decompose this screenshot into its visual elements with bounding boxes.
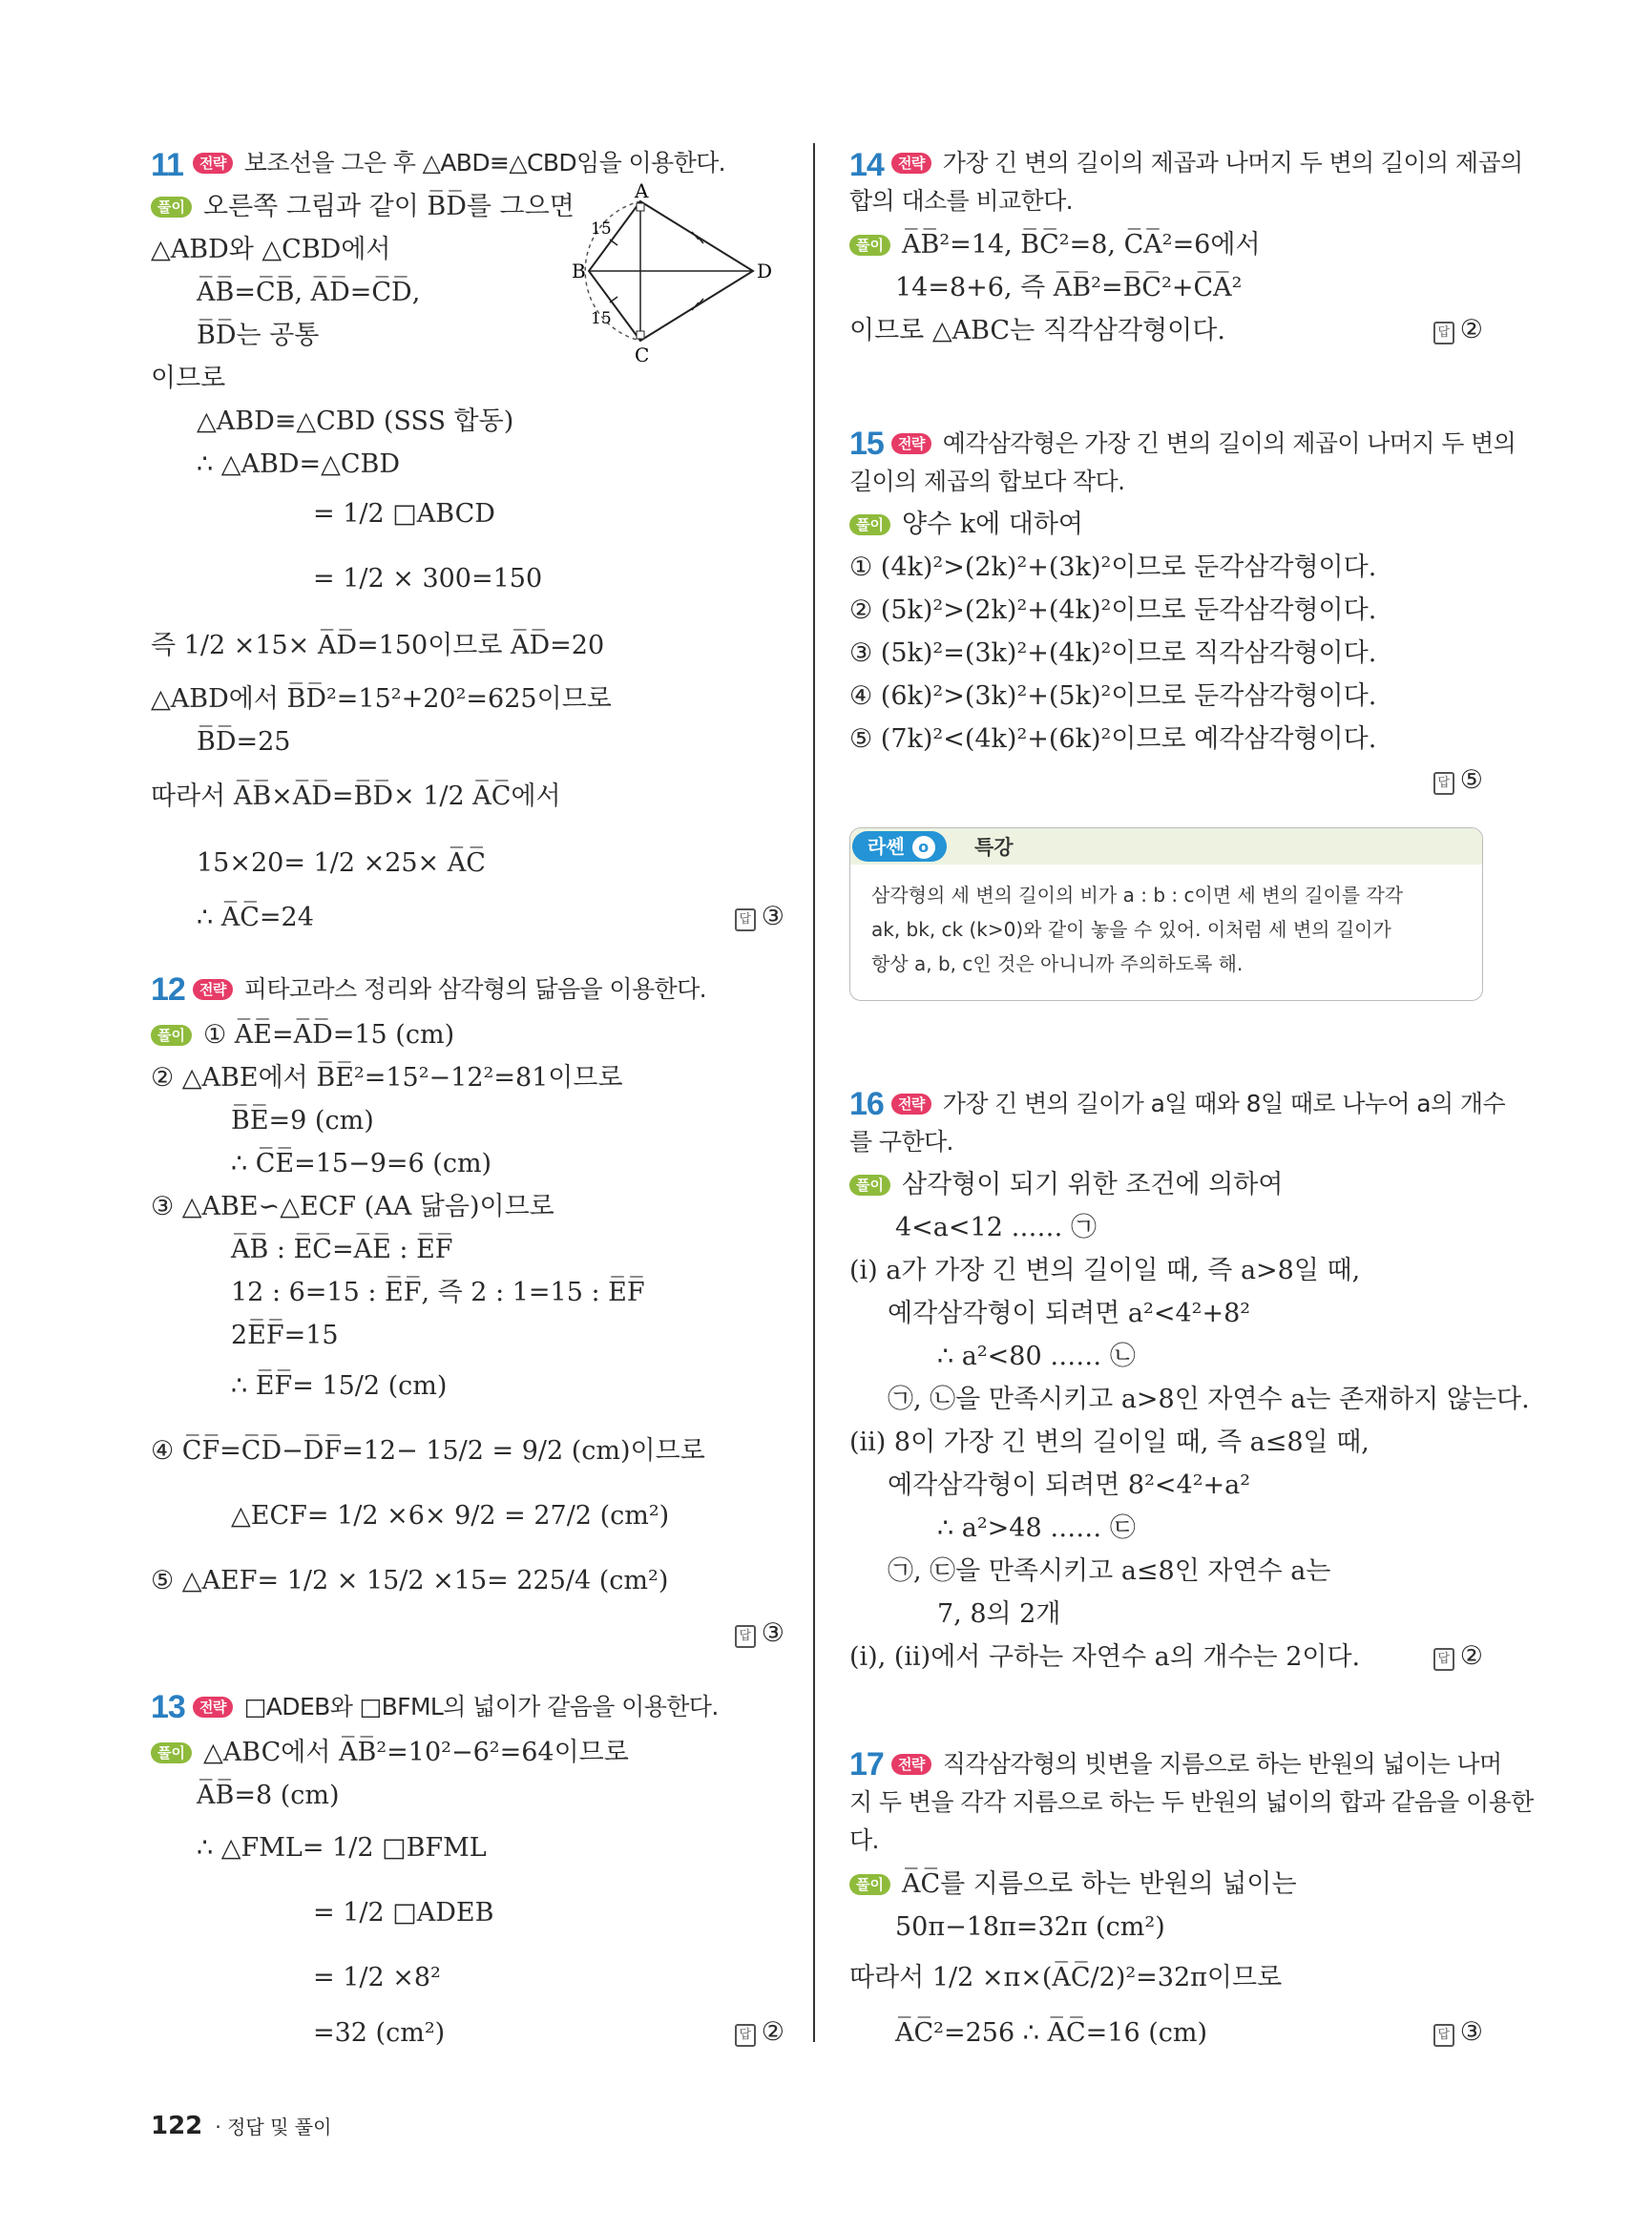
q17-strategy-cont: 다. (849, 1826, 879, 1854)
q16-line: (ⅰ), (ⅱ)에서 구하는 자연수 a의 개수는 2이다. (849, 1642, 1361, 1672)
q11-line: B̅D̅는 공통 (197, 321, 320, 350)
solution-pill: 풀이 (849, 1874, 890, 1895)
q11-length-ab: 15 (591, 219, 612, 239)
q14-line: 풀이 A̅B̅²=14, B̅C̅²=8, C̅A̅²=6에서 (849, 229, 1261, 261)
q16-line: 4<a<12 …… ㉠ (895, 1213, 1098, 1242)
q13-line: ∴ △FML= 1/2 □BFML (197, 1833, 487, 1863)
q16-line: 풀이 삼각형이 되기 위한 조건에 의하여 (849, 1169, 1283, 1201)
q15-strategy-cont: 길이의 제곱의 합보다 작다. (849, 468, 1125, 495)
q13-number: 13 (151, 1689, 185, 1725)
answer-icon: 답 (735, 908, 756, 931)
q15-line: ⑤ (7k)²<(4k)²+(6k)²이므로 예각삼각형이다. (849, 724, 1377, 754)
q16-line: 예각삼각형이 되려면 a²<4²+8² (888, 1299, 1251, 1328)
q11-strategy-text: 보조선을 그은 후 △ABD≡△CBD임을 이용한다. (243, 149, 726, 177)
q13-line: =32 (cm²) (313, 2018, 446, 2048)
strategy-pill: 전략 (193, 153, 233, 174)
q11-line: A̅B̅=C̅B̅, A̅D̅=C̅D̅, (197, 278, 421, 307)
q12-line: 풀이 ① A̅E̅=A̅D̅=15 (cm) (151, 1019, 454, 1052)
footer-section: · 정답 및 풀이 (215, 2116, 332, 2138)
q16-line: ㉠, ㉡을 만족시키고 a>8인 자연수 a는 존재하지 않는다. (888, 1385, 1530, 1414)
q12-line: 12 : 6=15 : E̅F̅, 즉 2 : 1=15 : E̅F̅ (231, 1278, 645, 1307)
q16-line: ∴ a²>48 …… ㉢ (937, 1513, 1136, 1543)
q16-line: (ⅰ) a가 가장 긴 변의 길이일 때, 즉 a>8일 때, (849, 1256, 1361, 1285)
q12-line: ② △ABE에서 B̅E̅²=15²−12²=81이므로 (151, 1063, 623, 1093)
answer-icon: 답 (1433, 2024, 1454, 2047)
q17-line: 풀이 A̅C̅를 지름으로 하는 반원의 넓이는 (849, 1868, 1297, 1901)
q11-line: = 1/2 × 300=150 (313, 564, 543, 594)
strategy-pill: 전략 (891, 153, 931, 174)
q14-strategy: 전략 가장 긴 변의 길이의 제곱과 나머지 두 변의 길이의 제곱의 (891, 147, 1523, 179)
q11-line: 15×20= 1/2 ×25× A̅C̅ (197, 848, 486, 878)
q16-answer: 답 ② (1433, 1641, 1483, 1671)
strategy-pill: 전략 (891, 1094, 931, 1115)
solution-pill: 풀이 (849, 514, 890, 535)
q16-line: 7, 8의 2개 (937, 1599, 1061, 1629)
q15-line: ② (5k)²>(2k)²+(4k)²이므로 둔각삼각형이다. (849, 595, 1377, 625)
q12-line: B̅E̅=9 (cm) (231, 1106, 374, 1136)
solution-pill: 풀이 (849, 1175, 890, 1196)
q11-line: = 1/2 □ABCD (313, 499, 495, 529)
q11-line: △ABD와 △CBD에서 (151, 235, 391, 264)
column-divider (813, 143, 815, 2042)
tip-line: ak, bk, ck (k>0)와 같이 놓을 수 있어. 이처럼 세 변의 길이가 (871, 918, 1391, 941)
q11-line: 즉 1/2 ×15× A̅D̅=150이므로 A̅D̅=20 (151, 631, 605, 660)
tip-title: 특강 (974, 836, 1014, 859)
q14-line: 이므로 △ABC는 직각삼각형이다. (849, 316, 1225, 345)
strategy-pill: 전략 (193, 979, 233, 1000)
q13-line: 풀이 △ABC에서 A̅B̅²=10²−6²=64이므로 (151, 1737, 629, 1769)
tip-box (849, 827, 1483, 1001)
q11-number: 11 (151, 147, 183, 183)
q15-line: 풀이 양수 k에 대하여 (849, 509, 1083, 541)
q16-line: ∴ a²<80 …… ㉡ (937, 1342, 1136, 1371)
q12-number: 12 (151, 971, 185, 1008)
solution-pill: 풀이 (849, 235, 890, 256)
q13-line: = 1/2 □ADEB (313, 1898, 494, 1928)
q12-line: ∴ C̅E̅=15−9=6 (cm) (231, 1149, 492, 1178)
q11-line: ∴ A̅C̅=24 (197, 903, 314, 932)
q11-line: 이므로 (151, 364, 226, 393)
q13-strategy: 전략 □ADEB와 □BFML의 넓이가 같음을 이용한다. (193, 1691, 719, 1723)
q13-line: A̅B̅=8 (cm) (197, 1781, 340, 1810)
q12-line: ⑤ △AEF= 1/2 × 15/2 ×15= 225/4 (cm²) (151, 1566, 669, 1595)
q12-strategy: 전략 피타고라스 정리와 삼각형의 닮음을 이용한다. (193, 973, 706, 1006)
q16-line: 예각삼각형이 되려면 8²<4²+a² (888, 1470, 1251, 1500)
q17-line: A̅C̅²=256 ∴ A̅C̅=16 (cm) (895, 2018, 1207, 2048)
q11-line: B̅D̅=25 (197, 727, 291, 757)
q11-vertex-a-marker (637, 203, 644, 211)
solution-pill: 풀이 (151, 1025, 192, 1046)
q15-strategy: 전략 예각삼각형은 가장 긴 변의 길이의 제곱이 나머지 두 변의 (891, 427, 1516, 460)
q12-line: △ECF= 1/2 ×6× 9/2 = 27/2 (cm²) (231, 1501, 670, 1531)
answer-icon: 답 (1433, 772, 1454, 795)
q15-line: ③ (5k)²=(3k)²+(4k)²이므로 직각삼각형이다. (849, 638, 1377, 668)
tip-line: 삼각형의 세 변의 길이의 비가 a : b : c이면 세 변의 길이를 각각 (871, 884, 1404, 907)
strategy-pill: 전략 (193, 1697, 233, 1718)
q11-line: 따라서 A̅B̅×A̅D̅=B̅D̅× 1/2 A̅C̅에서 (151, 782, 561, 811)
tip-dot-icon: o (912, 836, 935, 859)
q15-line: ④ (6k)²>(3k)²+(5k)²이므로 둔각삼각형이다. (849, 681, 1377, 711)
tip-brand: 라쎈 o (852, 831, 947, 862)
q12-line: ③ △ABE∽△ECF (AA 닮음)이므로 (151, 1192, 554, 1221)
answer-icon: 답 (1433, 322, 1454, 344)
q13-answer: 답 ② (735, 2017, 784, 2047)
q17-answer: 답 ③ (1433, 2017, 1483, 2047)
q15-line: ① (4k)²>(2k)²+(3k)²이므로 둔각삼각형이다. (849, 553, 1377, 582)
q17-number: 17 (849, 1746, 884, 1783)
strategy-pill: 전략 (891, 1754, 931, 1775)
q16-strategy: 전략 가장 긴 변의 길이가 a일 때와 8일 때로 나누어 a의 개수 (891, 1088, 1505, 1120)
q17-strategy: 전략 직각삼각형의 빗변을 지름으로 하는 반원의 넓이는 나머 (891, 1748, 1502, 1781)
q13-line: = 1/2 ×8² (313, 1963, 441, 1992)
q11-line: ∴ △ABD=△CBD (197, 449, 401, 479)
q17-line: 50π−18π=32π (cm²) (895, 1912, 1165, 1942)
q11-line: △ABD≡△CBD (SSS 합동) (197, 407, 514, 436)
q16-line: ㉠, ㉢을 만족시키고 a≤8인 자연수 a는 (888, 1556, 1331, 1586)
q11-strategy (193, 147, 725, 179)
q14-strategy-cont: 합의 대소를 비교한다. (849, 187, 1073, 215)
q11-line: △ABD에서 B̅D̅²=15²+20²=625이므로 (151, 684, 612, 714)
tip-header (850, 828, 1482, 865)
page-footer (151, 2112, 331, 2140)
q11-label-a: A (635, 179, 649, 202)
solution-pill: 풀이 (151, 197, 192, 218)
q11-label-b: B (572, 260, 586, 282)
page-number: 122 (151, 2112, 203, 2140)
q15-number: 15 (849, 426, 884, 462)
q16-strategy-cont: 를 구한다. (849, 1128, 953, 1156)
q11-kite-figure (572, 179, 773, 386)
q12-answer: 답 ③ (735, 1618, 784, 1648)
q12-line: ④ C̅F̅=C̅D̅−D̅F̅=12− 15/2 = 9/2 (cm)이므로 (151, 1436, 705, 1466)
q17-line: 따라서 1/2 ×π×(A̅C̅/2)²=32π이므로 (849, 1963, 1283, 1992)
q16-line: (ⅱ) 8이 가장 긴 변의 길이일 때, 즉 a≤8일 때, (849, 1428, 1370, 1457)
q11-label-c: C (635, 344, 650, 366)
q17-strategy-cont: 지 두 변을 각각 지름으로 하는 두 반원의 넓이의 합과 같음을 이용한 (849, 1788, 1534, 1816)
answer-icon: 답 (735, 1625, 756, 1648)
q11-length-bc: 15 (591, 309, 612, 328)
q14-number: 14 (849, 147, 884, 183)
strategy-pill: 전략 (891, 433, 931, 454)
answer-icon: 답 (1433, 1648, 1454, 1671)
q16-number: 16 (849, 1086, 884, 1122)
q11-vertex-c-marker (637, 331, 644, 339)
tip-line: 항상 a, b, c인 것은 아니니까 주의하도록 해. (871, 952, 1244, 975)
q11-line: 풀이 오른쪽 그림과 같이 B̅D̅를 그으면 (151, 191, 575, 223)
q15-answer: 답 ⑤ (1433, 765, 1483, 795)
q12-line: A̅B̅ : E̅C̅=A̅E̅ : E̅F̅ (231, 1235, 453, 1264)
q11-answer: 답 ③ (735, 902, 784, 931)
q14-answer: 답 ② (1433, 315, 1483, 344)
q14-line: 14=8+6, 즉 A̅B̅²=B̅C̅²+C̅A̅² (895, 273, 1243, 302)
solution-pill: 풀이 (151, 1742, 192, 1763)
q11-label-d: D (757, 260, 773, 282)
q12-line: ∴ E̅F̅= 15/2 (cm) (231, 1371, 448, 1401)
q12-line: 2E̅F̅=15 (231, 1321, 339, 1350)
answer-icon: 답 (735, 2024, 756, 2047)
